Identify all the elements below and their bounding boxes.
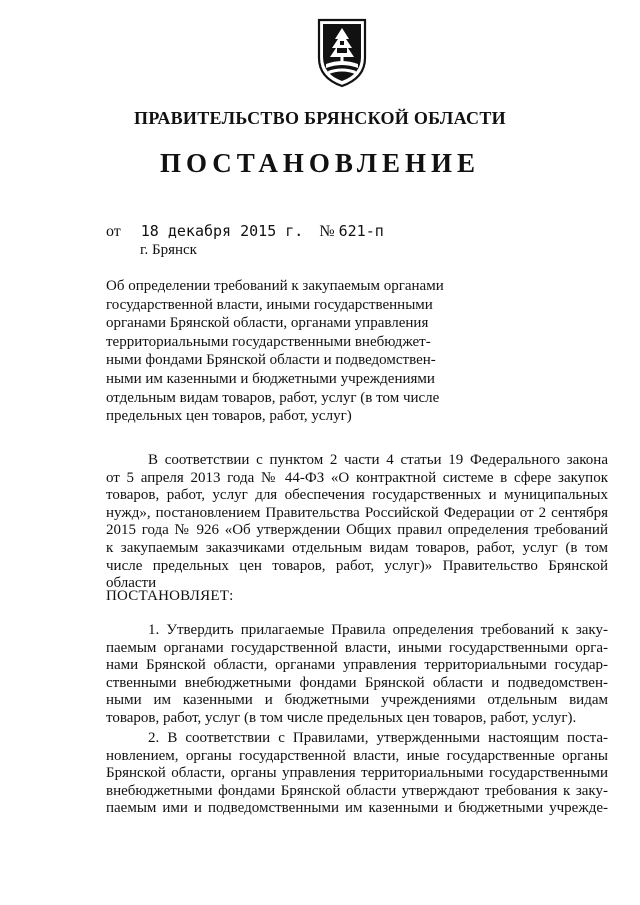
number-label: № [319, 223, 335, 240]
from-label: от [106, 223, 121, 240]
paragraph-line: области [106, 575, 157, 592]
bryansk-coat-of-arms-icon [316, 18, 368, 88]
document-number: 621-п [338, 222, 384, 240]
paragraph-line: нужд», постановлением Правительства Российской Федерации от 2 сентября [106, 504, 608, 521]
paragraph-line: товаров, работ, услуг для обеспечения государственных и муниципальных [106, 487, 608, 504]
paragraph-line: паемым ими и подведомственными им казенными и бюджетными учрежде- [106, 800, 608, 817]
item-1-paragraph [106, 622, 608, 728]
paragraph-line: новлением, органы государственной власти, иные государственные органы [106, 747, 608, 764]
subject-line: Об определении требований к закупаемым органами [106, 278, 444, 294]
subject-line: отдельным видам товаров, работ, услуг (в том числе [106, 389, 440, 406]
subject-line: ными фондами Брянской области и подведомствен- [106, 352, 436, 369]
document-type-title: ПОСТАНОВЛЕНИЕ [159, 148, 481, 178]
organization-title: ПРАВИТЕЛЬСТВО БРЯНСКОЙ ОБЛАСТИ [134, 108, 506, 128]
paragraph-line: числе предельных цен товаров, работ, услуг)» Правительство Брянской [106, 557, 608, 574]
paragraph-line: ственными внебюджетными фондами Брянской области и подведомствен- [106, 674, 608, 691]
paragraph-line: 1. Утвердить прилагаемые Правила определения требований к заку- [148, 622, 608, 638]
document-subject [106, 277, 448, 426]
subject-line: предельных цен товаров, работ, услуг) [106, 408, 352, 425]
subject-line: ными им казенными и бюджетными учреждениями [106, 370, 435, 387]
decree-word: ПОСТАНОВЛЯЕТ: [106, 588, 234, 604]
subject-line: органами Брянской области, органами управления [106, 315, 429, 332]
paragraph-line: паемым органами государственной власти, иными государственными орга- [106, 639, 608, 656]
paragraph-line: от 5 апреля 2013 года № 44-ФЗ «О контрактной системе в сфере закупок [106, 469, 608, 486]
subject-line: государственной власти, иными государственными [106, 296, 433, 313]
subject-line: территориальными государственными внебюджет- [106, 333, 431, 350]
paragraph-line: ными им казенными и бюджетными учреждениями отдельным видам [106, 692, 608, 709]
paragraph-line: товаров, работ, услуг (в том числе предельных цен товаров, работ, услуг). [106, 709, 577, 726]
paragraph-line: 2. В соответствии с Правилами, утвержденными настоящим поста- [148, 730, 608, 746]
paragraph-line: к закупаемым заказчиками отдельным видам товаров, работ, услуг (в том [106, 539, 608, 556]
item-2-paragraph [106, 730, 608, 818]
paragraph-line: 2015 года № 926 «Об утверждении Общих правил определения требований [106, 522, 608, 539]
paragraph-line: Брянской области, органы управления территориальными государственными [106, 765, 608, 782]
paragraph-line: внебюджетными фондами Брянской области утверждают требования к заку- [106, 782, 608, 799]
preamble-paragraph [106, 452, 608, 593]
paragraph-line: нами Брянской области, органами управления территориальными государ- [106, 657, 608, 674]
document-date: 18 декабря 2015 г. [140, 222, 304, 240]
paragraph-line: В соответствии с пунктом 2 части 4 статьи 19 Федерального закона [148, 452, 608, 468]
city: г. Брянск [140, 242, 197, 258]
date-number-line [106, 222, 384, 241]
